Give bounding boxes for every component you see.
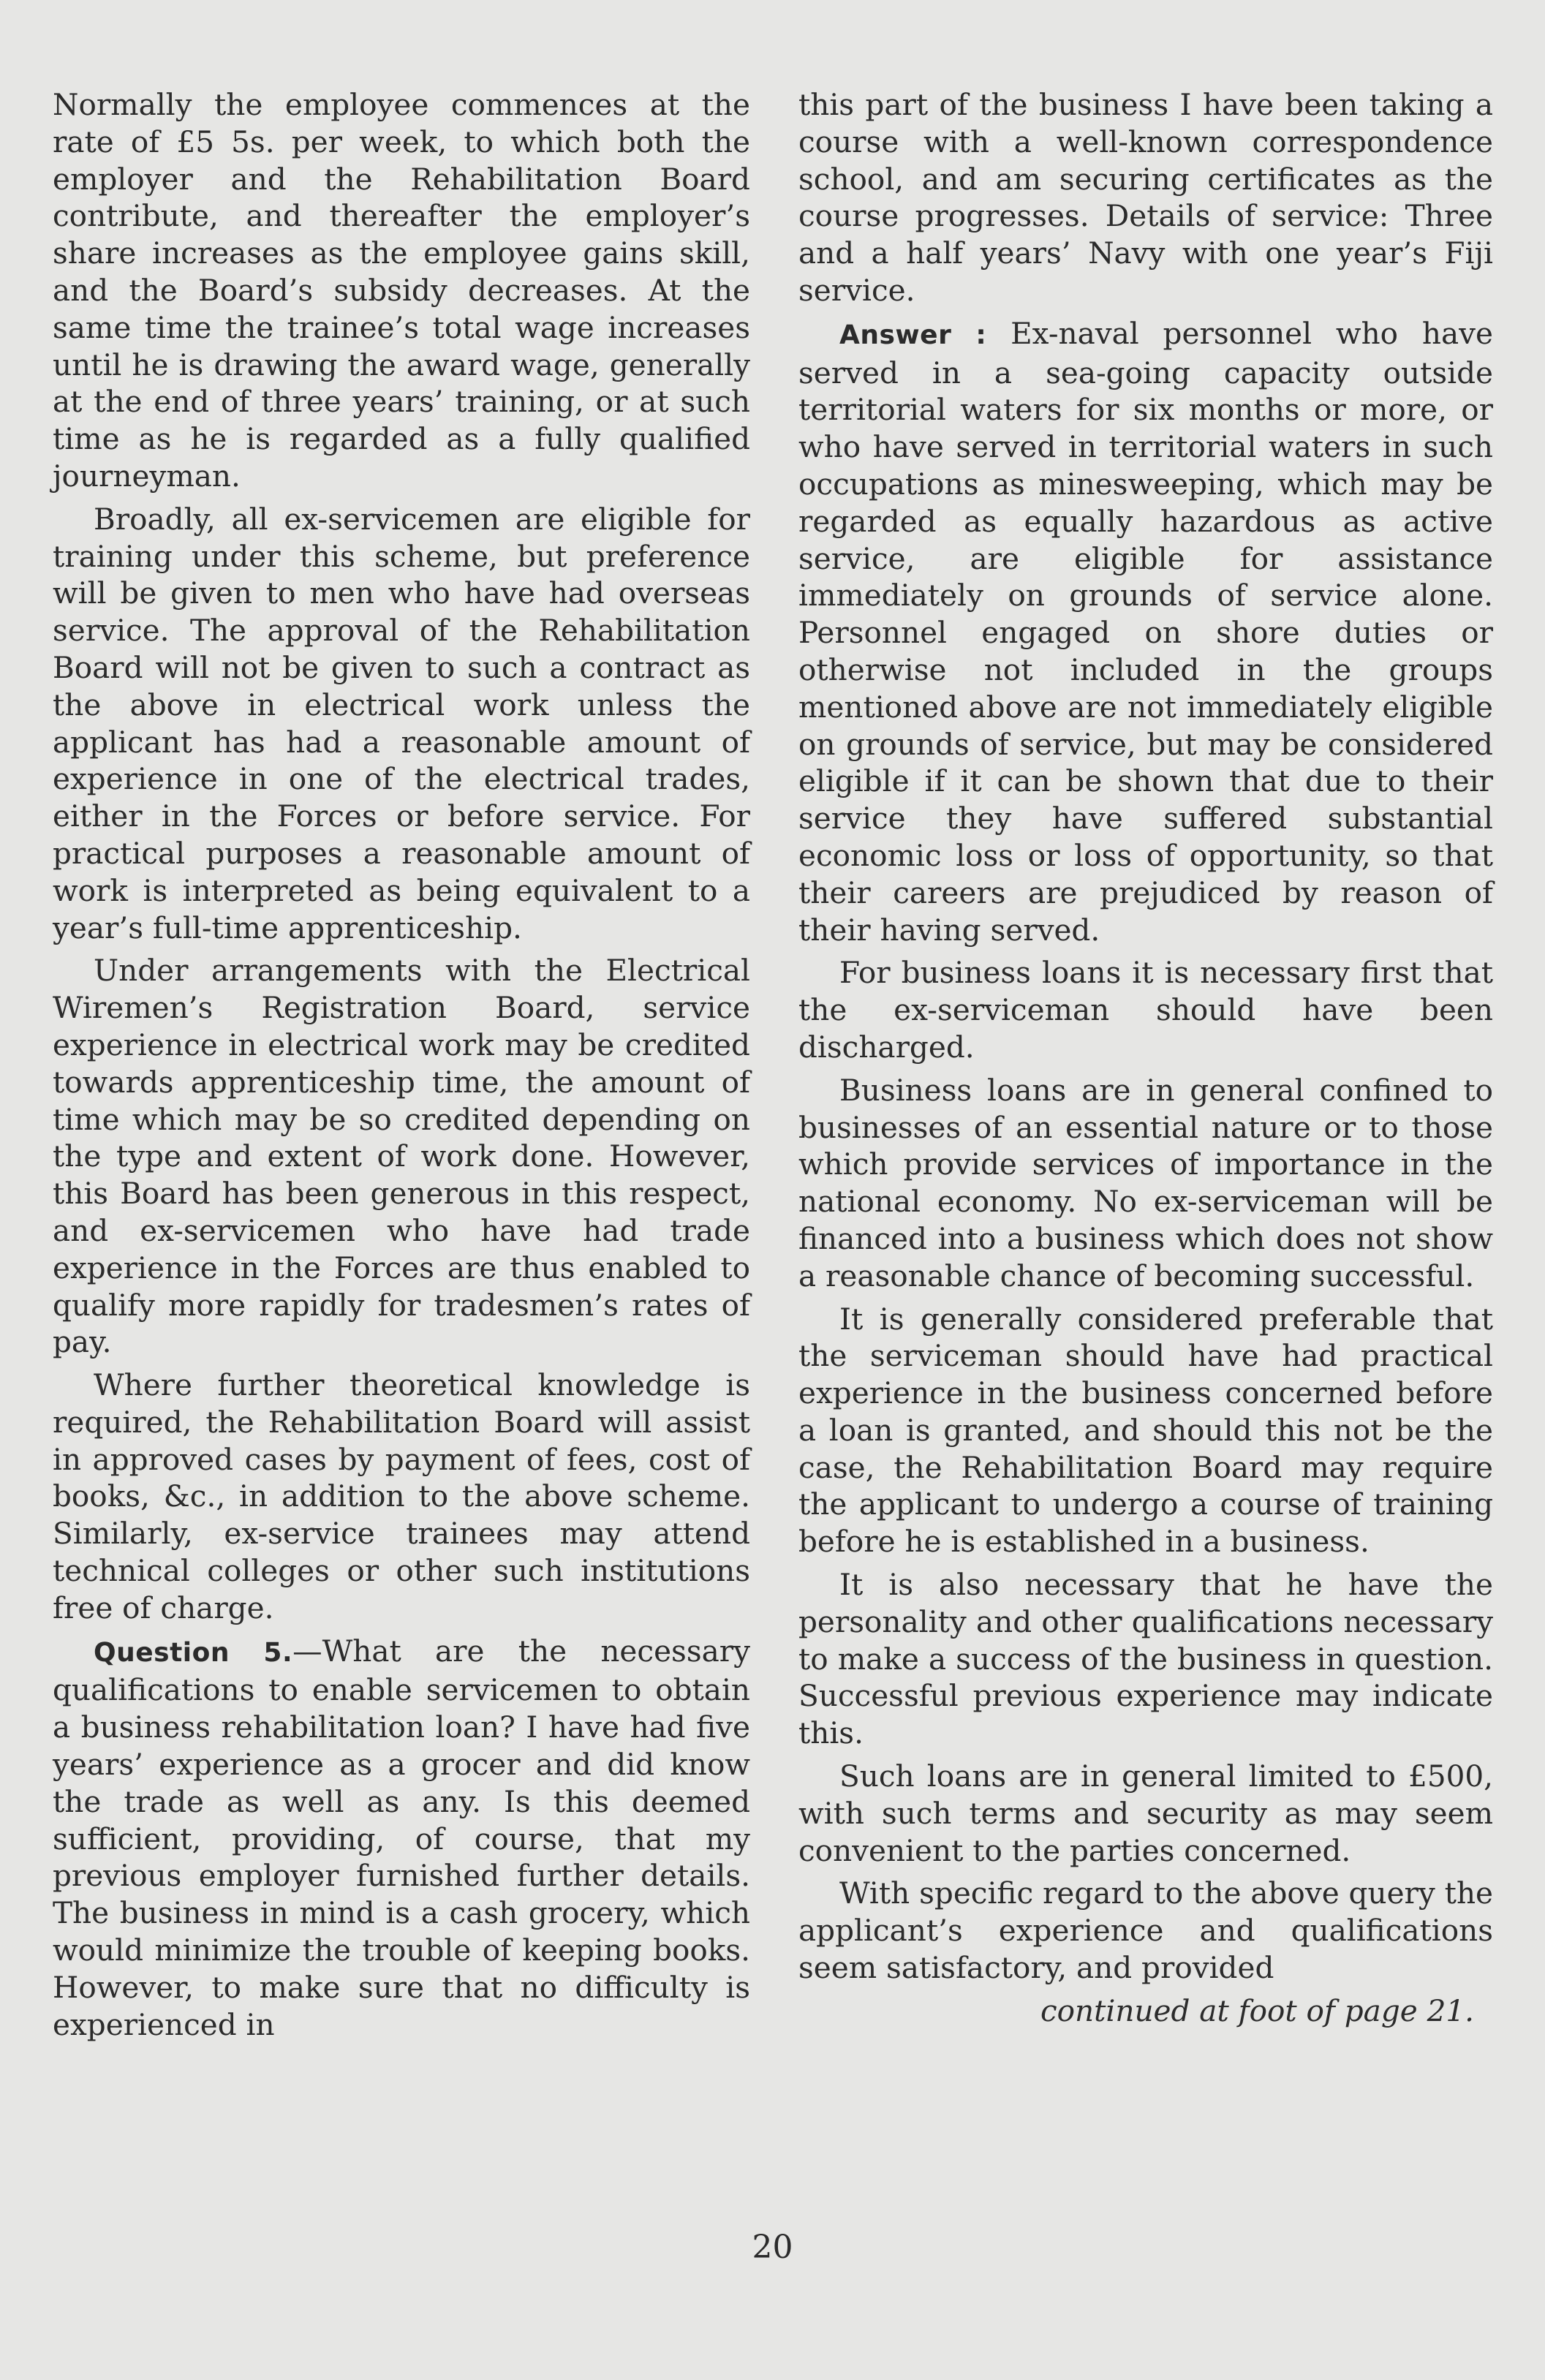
question-label: Question 5. xyxy=(94,1637,293,1668)
paragraph: Such loans are in general limited to £500, with such terms and security as may seem convenient to the parties concerned. xyxy=(798,1758,1493,1868)
continued-note: continued at foot of page 21. xyxy=(1040,1992,1474,2028)
paragraph: It is generally considered preferable that the serviceman should have had practical experience in the business concerned before a loan is granted, and should this not be the case, the Rehabilitation Board may require the applicant to undergo a course of training before he is established in a business. xyxy=(798,1301,1493,1560)
question-paragraph xyxy=(53,1633,750,2044)
paragraph: Under arrangements with the Electrical Wiremen’s Registration Board, service experience in electrical work may be credited towards apprenticeship time, the amount of time which may be so credited depending on the type and extent of work done. However, this Board has been generous in this respect, and ex-servicemen who have had trade experience in the Forces are thus enabled to qualify more rapidly for tradesmen’s rates of pay. xyxy=(53,953,750,1360)
answer-text: Ex-naval personnel who have served in a sea-going capacity outside territorial waters for six months or more, or who have served in territorial waters in such occupations as minesweeping, which may be regarded as equally hazardous as active service, are eligible for assistance immediately on grounds of service alone. Personnel engaged on shore duties or otherwise not included in the groups mentioned above are not immediately eligible on grounds of service, but may be considered eligible if it can be shown that due to their service they have suffered substantial economic loss or loss of opportunity, so that their careers are prejudiced by reason of their having served. xyxy=(798,315,1493,948)
question-text: —What are the necessary qualifications to enable servicemen to obtain a business rehabilitation loan? I have had five years’ experience as a grocer and did know the trade as well as any. Is this deemed sufficient, providing, of course, that my previous employer furnished further details. The business in mind is a cash grocery, which would minimize the trouble of keeping books. However, to make sure that no difficulty is experienced in xyxy=(53,1633,750,2042)
paragraph: Business loans are in general confined to businesses of an essential nature or to those which provide services of importance in the national economy. No ex-serviceman will be financed into a business which does not show a reasonable chance of becoming successful. xyxy=(798,1072,1493,1293)
answer-label: Answer : xyxy=(839,320,987,350)
page-number: 20 xyxy=(752,2229,793,2266)
paragraph: Normally the employee commences at the rate of £5 5s. per week, to which both the employer and the Rehabilitation Board contribute, and thereafter the employer’s share increases as the employee gains skill, and the Board’s subsidy decreases. At the same time the trainee’s total wage increases until he is drawing the award wage, generally at the end of three years’ training, or at such time as he is regarded as a fully qualified journeyman. xyxy=(53,87,750,494)
paragraph: For business loans it is necessary first that the ex-serviceman should have been discharged. xyxy=(798,955,1493,1065)
paragraph: Where further theoretical knowledge is required, the Rehabilitation Board will assist in approved cases by payment of fees, cost of books, &c., in addition to the above scheme. Similarly, ex-service trainees may attend technical colleges or other such institutions free of charge. xyxy=(53,1367,750,1625)
paragraph: With specific regard to the above query the applicant’s experience and qualifications seem satisfactory, and provided xyxy=(798,1875,1493,1986)
answer-paragraph xyxy=(798,315,1493,949)
question-continued: this part of the business I have been taking a course with a well-known correspondence school, and am securing certificates as the course progresses. Details of service: Three and a half years’ Navy with one year’s Fiji service. xyxy=(798,87,1493,308)
right-column xyxy=(798,86,1493,2036)
paragraph: Broadly, all ex-servicemen are eligible for training under this scheme, but preference will be given to men who have had overseas service. The approval of the Rehabilitation Board will not be given to such a contract as the above in electrical work unless the applicant has had a reasonable amount of experience in one of the electrical trades, either in the Forces or before service. For practical purposes a reasonable amount of work is interpreted as being equivalent to a year’s full-time apprenticeship. xyxy=(53,501,750,945)
paragraph: It is also necessary that he have the personality and other qualifications necessary to make a success of the business in question. Successful previous experience may indicate this. xyxy=(798,1567,1493,1751)
left-column xyxy=(53,86,750,2049)
